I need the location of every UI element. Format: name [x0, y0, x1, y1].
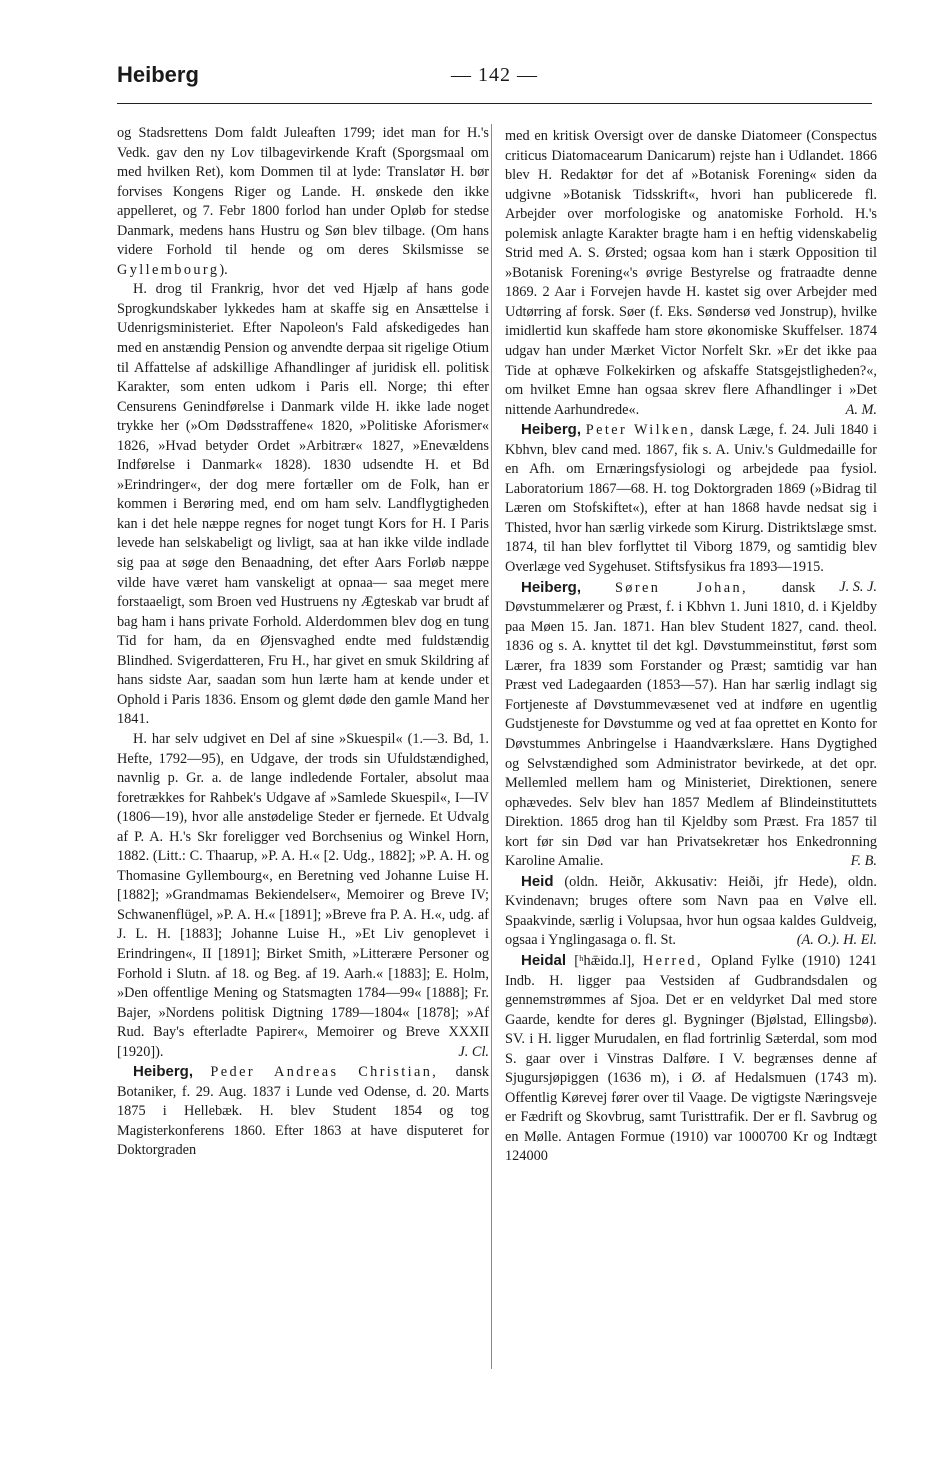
entry-text: (oldn. Heiðr, Akkusativ: Heiði, jfr Hede), oldn. Kvindenavn; bruges oftere som Navn paa en Vølve ell. Spaakvinde, særlig i Volupsaa, hvor hun ogsaa kaldes Guldveig, ogsaa i Ynglingasaga o. fl. St. — [505, 873, 877, 949]
entry-headword: Heiberg, — [521, 421, 582, 439]
author-signature: A. M. — [845, 401, 877, 418]
entry — [505, 578, 877, 872]
entry-headword: Heidal — [521, 951, 567, 969]
paragraph-text: ). — [219, 261, 228, 278]
entry-name: Peter Wilken, — [585, 422, 696, 439]
left-column — [117, 124, 489, 1161]
entry-text: dansk Botaniker, f. 29. Aug. 1837 i Lunde ved Odense, d. 20. Marts 1875 i Hellebæk. H. blev Student 1854 og tog Magisterkonferens 1860. Efter 1863 at have disputeret for Doktorgraden — [117, 1064, 489, 1159]
entry-headword: Heiberg, — [133, 1063, 194, 1081]
paragraph-text: H. har selv udgivet en Del af sine »Skuespil« (1.—3. Bd, 1. Hefte, 1792—95), en Udgave, der trods sin Ufuldstændighed, navnlig p. Gr. a. de lange indledende Fortaler, absolut maa foretrækkes for Rahbek's Udgave af »Samlede Skuespil«, I—IV (1806—19), hvor alle anstødelige Steder er fjernede. Et Udvalg af P. A. H.'s Skr foreligger ved Borchsenius og Winkel Horn, 1882. (Litt.: C. Thaarup, »P. A. H.« [2. Udg., 1882]; »P. A. H. og Thomasine Gyllembourg«, en Beretning ved Johanne Luise H. [1882]; »Grandmamas Bekiendelser«, Memoirer og Breve IV; Schwanenflügel, »P. A. H.« [1891]; »Breve fra P. A. H.«, udg. af J. L. H. [1883]; Johanne Luise H., »Et Liv genoplevet i Erindringen«, II [1891]; Birket Smith, »Litterære Personer og Forhold i Slutn. af 18. og Beg. af 19. Aarh.« [1883]; E. Holm, »Den offentlige Mening og Statsmagten 1784—99« [1888]; Fr. Bajer, »Nordens politisk Digtning 1789—1804« [1878]; »Af Rud. Bay's efterladte Papirer«, Memoirer og Breve XXXII [1920]). — [117, 730, 489, 1060]
entry — [505, 951, 877, 1167]
header-rule — [117, 103, 872, 104]
paragraph-text: og Stadsrettens Dom faldt Juleaften 1799; idet man for H.'s Vedk. gav den ny Lov tilbagevirkende Kraft (Sporgsmaal om med hvilken Ret), kom Dommen til at lyde: Translatør H. bør forvises Kongens Riger og Lande. H. ønskede den ikke appelleret, og 7. Febr 1800 forlod han under Opløb for stedse Danmark, medens hans Hustru og Søn blev tilbage. (Om hans videre Forhold til hende og om deres Skilsmisse se — [117, 125, 489, 259]
paragraph — [117, 280, 489, 730]
entry-name: Herred, — [642, 952, 703, 969]
paragraph-text: med en kritisk Oversigt over de danske Diatomeer (Conspectus criticus Diatomacearum Danicarum) rejste han i Udlandet. 1866 blev H. Redaktør for det af »Botanisk Forening« siden da udgivne »Botanisk Tidsskrift«, hvori han publicerede fl. Arbejder over morfologiske og anatomiske Forhold. H.'s polemisk anlagte Karakter bragte ham i en heftig videnskabelig Strid med A. S. Ørsted; ogsaa kom han i stærk Opposition til »Botanisk Forening«'s øvrige Bestyrelse og fratraadte denne 1869. 2 Aar i Forvejen havde H. kastet sig over Arbejder med Udtørring af forsk. Søer (f. Eks. Søndersø ved Jonstrup), hvilke imidlertid kun skaffede ham store økonomiske Skuffelser. 1874 udgav han under Mærket Victor Norfelt Skr. »Er det ikke paa Tide at ophæve Folkekirken og afskaffe Statsgejstligheden?«, om hvilket Emne han ogsaa skrev flere Afhandlinger i »Det nittende Aarhundrede«. — [505, 128, 877, 418]
page-number: — 142 — — [451, 64, 538, 86]
entry-pronunciation: [ʰhǣidɑ.l], — [574, 952, 635, 969]
paragraph — [117, 730, 489, 1062]
entry-text: dansk Døvstummelærer og Præst, f. i Kbhvn 1. Juni 1810, d. i Kjeldby paa Møen 15. Jan. 1871. Han blev Student 1827, cand. theol. 1836 og s. A. knyttet til det kgl. Døvstummeinstitut, først som Lærer, fra 1839 som Forstander og Præst; samtidig var han Præst ved Ladegaarden (1853—57). Han har særlig indlagt sig Fortjeneste af Døvstummevæsenet ved at indføre en ugentlig Gudstjeneste for Døvstumme og ved at faa oprettet en Konto for Døvstummes Anbringelse i Haandværkslære. Hans Dygtighed og Selvstændighed som Administrator bevirkede, at det opr. Mellemled mellem ham og Ministeriet, Direktionen, senere ophævedes. Selv blev han 1857 Medlem af Blindeinstituttets Direktion. 1865 drog han til Kjeldby som Præst. Fra 1857 til kort før sin Død var han Privatsekretær hos Enkedronning Karoline Amalie. — [505, 579, 877, 870]
paragraph — [505, 127, 877, 420]
paragraph — [117, 124, 489, 280]
entry — [117, 1062, 489, 1161]
author-signature: J. S. J. — [839, 578, 877, 595]
entry-text: Opland Fylke (1910) 1241 Indb. H. ligger paa Vestsiden af Gudbrandsdalen og gennemstrømmes af Sjoa. Det er en veldyrket Dal med store Gaarde, kendte for deres gl. Bygninger (Bjølstad, Ellingsbø). SV. i H. ligger Murudalen, en flad fortrinlig Sæterdal, som mod S. gaar over i Vinstras Dalføre. I V. begrænses denne af Sjugursjøpiggen (1636 m), i Ø. af Hedalsmuen (1743 m). Offentlig Kørevej fører over til Vaage. De vigtigste Næringsveje er Fædrift og Skovbrug, samt Turisttrafik. Der er fl. Savbrug og en Mølle. Antagen Formue (1910) var 1000700 Kr og Indtægt 124000 — [505, 952, 877, 1165]
author-signature: (A. O.). H. El. — [796, 932, 877, 949]
running-headword: Heiberg — [117, 62, 199, 87]
entry-name: Peder Andreas Christian, — [210, 1064, 439, 1081]
entry — [505, 872, 877, 951]
entry-headword: Heid — [521, 872, 554, 890]
author-signature: F. B. — [850, 853, 877, 870]
column-divider — [491, 124, 492, 1369]
author-signature: J. Cl. — [458, 1043, 489, 1060]
right-column — [505, 127, 877, 1167]
paragraph-text: H. drog til Frankrig, hvor det ved Hjælp af hans gode Sprogkundskaber lykkedes ham at skaffe sig en Ansættelse i Udenrigsministeriet. Efter Napoleon's Fald afskedigedes han med en anstændig Pension og anvendte derpaa sit rigelige Otium til Affattelse af adskillige Afhandlinger af juridisk ell. politisk Karakter, som enten udkom i Paris ell. Norge; thi efter Censurens Genindførelse i Danmark vilde H. ikke lade noget trykke her (»Om Dødsstraffene« 1820, »Politiske Aforismer« 1826, »Hvad betyder Ordet »Arbitrær« 1827, »Enevældens Indførelse i Danmark« 1828). 1830 udsendte H. et Bd »Erindringer«, der dog mere fortæller om de Folk, han er kommen i Berøring med, end om ham selv. Landflygtigheden kan i det hele næppe regnes for noget tungt Kors for H. I Paris levede han selskabeligt og livligt, saa at han ikke vilde indlade sig paa at søge den Benaadning, det efter Aars Forløb næppe vilde have været ham vanskeligt at opnaa— saa meget mere forstaaeligt, som Broen ved Hustruens ny Ægteskab var brudt af bag ham i hans private Forhold. Alderdommen blev dog en tung Tid for ham, da en Øjensvaghed endte med fuldstændig Blindhed. Svigerdatteren, Fru H., har givet en smuk Skildring af hans sidste Aar, saadan som hun lærte ham at kende under et Ophold i Paris 1836. Ensom og glemt døde den gamle Mand her 1841. — [117, 281, 489, 728]
entry-headword: Heiberg, — [521, 578, 582, 596]
entry-name: Søren Johan, — [614, 579, 748, 596]
page-header — [117, 62, 872, 98]
entry-text: dansk Læge, f. 24. Juli 1840 i Kbhvn, blev cand med. 1867, fik s. A. Univ.'s Guldmedaille for en Afh. om Ernæringsfysiologi og arbejdede paa fysiol. Laboratorium 1867—68. H. tog Doktorgraden 1869 (»Bidrag til Læren om Stofskiftet«), efter at han 1868 havde nedsat sig i Thisted, hvor han særlig virkede som Kirurg. Distriktslæge smst. 1874, til han blev forflyttet til Viborg 1879, og samtidig blev Overlæge ved Sygehuset. Stiftsfysikus fra 1893—1915. — [505, 422, 877, 576]
spaced-name: Gyllembourg — [117, 261, 220, 278]
